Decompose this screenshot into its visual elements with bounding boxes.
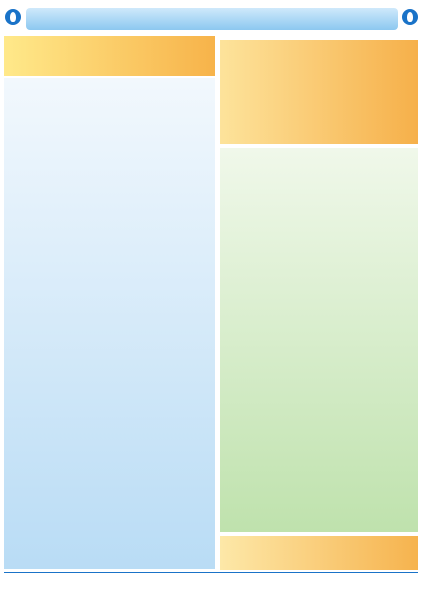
footer-rule [4, 572, 418, 573]
logo-icon [5, 9, 21, 25]
section-heading [4, 79, 215, 95]
intro-box [4, 36, 215, 76]
vereine-section [220, 148, 418, 532]
phone-box [220, 536, 418, 570]
page-title [26, 8, 398, 30]
events-section [220, 40, 418, 144]
logo-icon [402, 9, 418, 25]
page-header [0, 0, 423, 34]
stadtteile-section [4, 78, 215, 569]
